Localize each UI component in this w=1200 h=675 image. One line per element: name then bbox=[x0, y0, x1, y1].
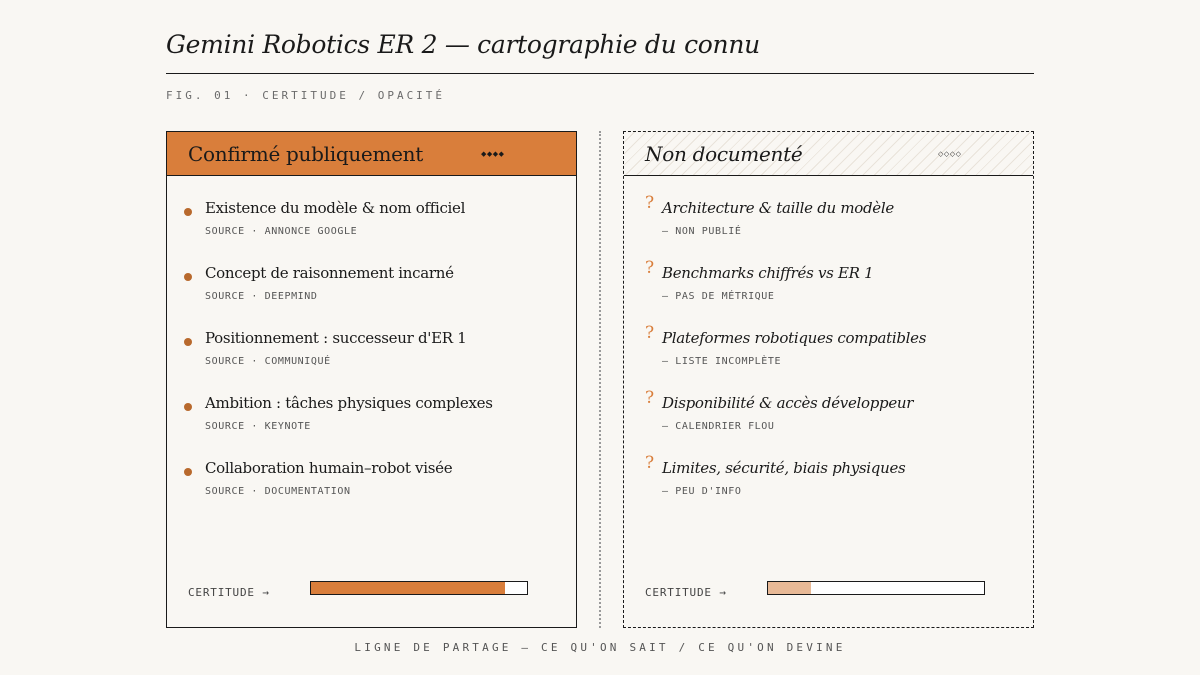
footer-caption: LIGNE DE PARTAGE — CE QU'ON SAIT / CE QU'ON DEVINE bbox=[354, 641, 846, 654]
item-note: — PEU D'INFO bbox=[662, 486, 742, 497]
bullet-dot-icon bbox=[184, 468, 192, 476]
list-item bbox=[624, 453, 1033, 524]
item-text: Plateformes robotiques compatibles bbox=[662, 329, 927, 347]
item-text: Positionnement : successeur d'ER 1 bbox=[205, 329, 467, 347]
item-source: SOURCE · DOCUMENTATION bbox=[205, 486, 351, 497]
undocumented-panel-title: Non documenté bbox=[645, 141, 803, 166]
item-text: Ambition : tâches physiques complexes bbox=[205, 394, 493, 412]
certitude-bar bbox=[767, 581, 985, 595]
item-note: — CALENDRIER FLOU bbox=[662, 421, 775, 432]
item-note: — LISTE INCOMPLÈTE bbox=[662, 356, 782, 367]
list-item bbox=[167, 459, 576, 524]
question-mark-icon: ? bbox=[645, 388, 655, 408]
item-note: — PAS DE MÉTRIQUE bbox=[662, 291, 775, 302]
undocumented-list bbox=[624, 193, 1033, 524]
list-item bbox=[167, 199, 576, 264]
certitude-fill bbox=[311, 582, 505, 594]
item-note: — NON PUBLIÉ bbox=[662, 226, 742, 237]
undocumented-panel-header bbox=[624, 132, 1033, 176]
certitude-bar bbox=[310, 581, 528, 595]
list-item bbox=[624, 323, 1033, 394]
item-text: Architecture & taille du modèle bbox=[662, 199, 894, 217]
bullet-dot-icon bbox=[184, 338, 192, 346]
dotted-divider bbox=[599, 131, 601, 628]
confirmed-panel-header bbox=[167, 132, 576, 176]
bullet-dot-icon bbox=[184, 273, 192, 281]
page-title: Gemini Robotics ER 2 — cartographie du connu bbox=[166, 30, 760, 59]
confirmed-panel bbox=[166, 131, 577, 628]
item-source: SOURCE · ANNONCE GOOGLE bbox=[205, 226, 358, 237]
confirmed-list bbox=[167, 199, 576, 524]
list-item bbox=[624, 258, 1033, 329]
certitude-fill bbox=[768, 582, 811, 594]
certitude-label: CERTITUDE → bbox=[645, 586, 727, 599]
undocumented-panel bbox=[623, 131, 1034, 628]
list-item bbox=[624, 193, 1033, 264]
list-item bbox=[167, 329, 576, 394]
item-source: SOURCE · COMMUNIQUÉ bbox=[205, 356, 331, 367]
item-source: SOURCE · KEYNOTE bbox=[205, 421, 311, 432]
filled-diamonds-icon: ◆◆◆◆ bbox=[481, 149, 505, 158]
list-item bbox=[167, 394, 576, 459]
list-item bbox=[167, 264, 576, 329]
item-text: Limites, sécurité, biais physiques bbox=[662, 459, 906, 477]
list-item bbox=[624, 388, 1033, 459]
question-mark-icon: ? bbox=[645, 258, 655, 278]
item-source: SOURCE · DEEPMIND bbox=[205, 291, 318, 302]
item-text: Collaboration humain–robot visée bbox=[205, 459, 453, 477]
question-mark-icon: ? bbox=[645, 193, 655, 213]
certitude-label: CERTITUDE → bbox=[188, 586, 270, 599]
item-text: Existence du modèle & nom officiel bbox=[205, 199, 466, 217]
hollow-diamonds-icon: ◇◇◇◇ bbox=[938, 149, 962, 158]
item-text: Disponibilité & accès développeur bbox=[662, 394, 914, 412]
question-mark-icon: ? bbox=[645, 453, 655, 473]
item-text: Concept de raisonnement incarné bbox=[205, 264, 454, 282]
item-text: Benchmarks chiffrés vs ER 1 bbox=[662, 264, 874, 282]
confirmed-panel-title: Confirmé publiquement bbox=[188, 141, 423, 166]
title-rule bbox=[166, 73, 1034, 74]
question-mark-icon: ? bbox=[645, 323, 655, 343]
bullet-dot-icon bbox=[184, 208, 192, 216]
figure-label: FIG. 01 · CERTITUDE / OPACITÉ bbox=[166, 89, 446, 102]
bullet-dot-icon bbox=[184, 403, 192, 411]
